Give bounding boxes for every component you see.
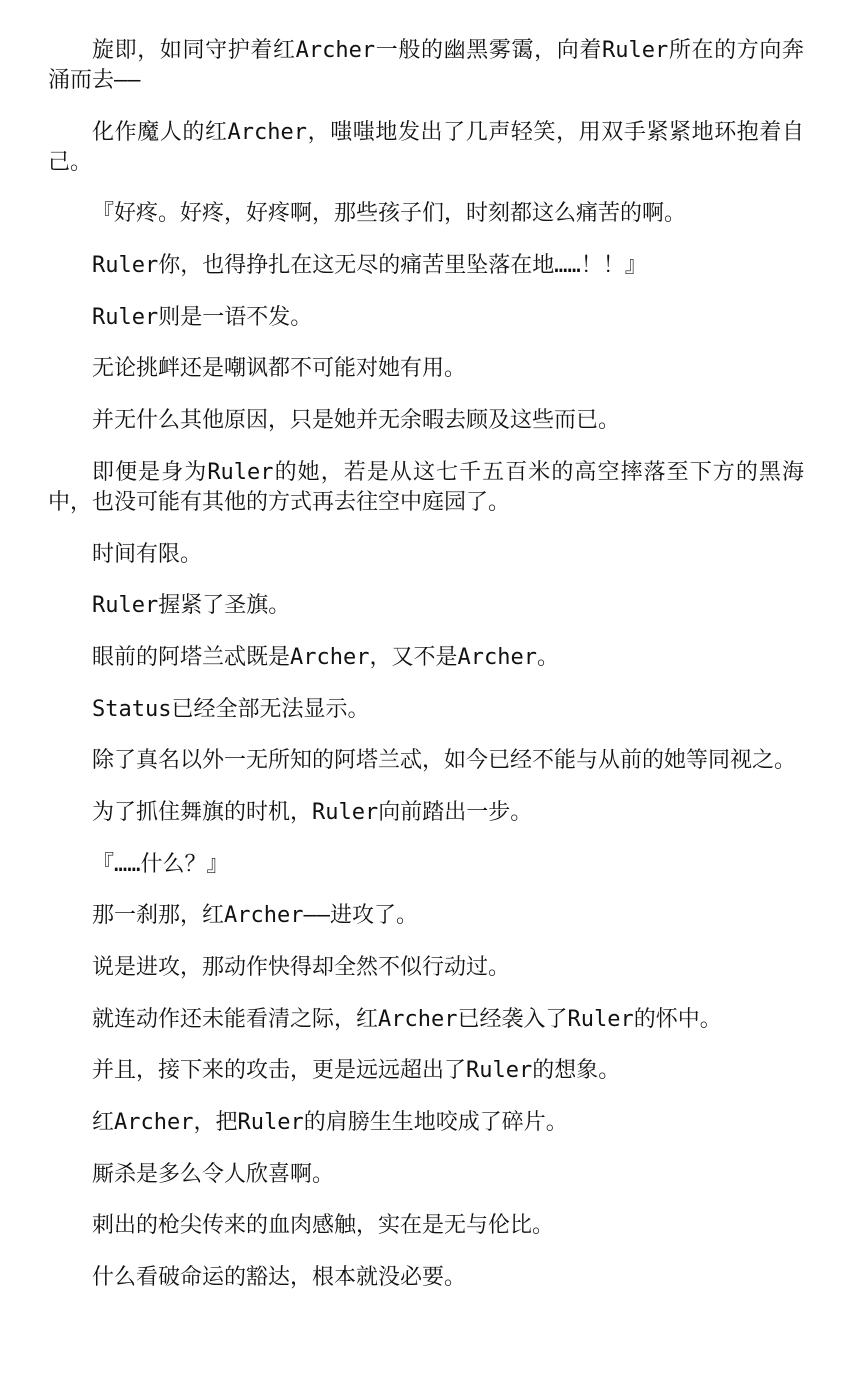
paragraph: 并无什么其他原因，只是她并无余暇去顾及这些而已。	[92, 408, 621, 434]
paragraph: 即便是身为Ruler的她，若是从这七千五百米的高空摔落至下方的黑海中，也没可能有其他的方式再去往空中庭园了。	[48, 459, 804, 515]
paragraph: 『好疼。好疼，好疼啊，那些孩子们，时刻都这么痛苦的啊。	[92, 201, 687, 227]
paragraph: 那一刹那，红Archer——进攻了。	[92, 903, 418, 929]
paragraph: 旋即，如同守护着红Archer一般的幽黑雾霭，向着Ruler所在的方向奔涌而去——	[48, 38, 804, 93]
paragraph: 时间有限。	[92, 541, 203, 567]
paragraph: 无论挑衅还是嘲讽都不可能对她有用。	[92, 356, 467, 382]
paragraph: 刺出的枪尖传来的血肉感触，实在是无与伦比。	[92, 1213, 555, 1239]
paragraph: 眼前的阿塔兰忒既是Archer，又不是Archer。	[92, 644, 559, 670]
paragraph: 为了抓住舞旗的时机，Ruler向前踏出一步。	[92, 799, 533, 825]
paragraph: 什么看破命运的豁达，根本就没必要。	[92, 1265, 467, 1291]
document-page	[48, 36, 804, 1315]
paragraph: Status已经全部无法显示。	[92, 696, 370, 722]
paragraph: Ruler则是一语不发。	[92, 304, 313, 330]
paragraph: 厮杀是多么令人欣喜啊。	[92, 1161, 335, 1187]
paragraph: 红Archer，把Ruler的肩膀生生地咬成了碎片。	[92, 1110, 568, 1136]
paragraph: 『……什么？』	[92, 851, 229, 877]
paragraph: Ruler握紧了圣旗。	[92, 593, 291, 619]
paragraph: 就连动作还未能看清之际，红Archer已经袭入了Ruler的怀中。	[92, 1006, 722, 1032]
paragraph: 除了真名以外一无所知的阿塔兰忒，如今已经不能与从前的她等同视之。	[92, 748, 797, 774]
paragraph: Ruler你，也得挣扎在这无尽的痛苦里坠落在地……！！』	[92, 253, 647, 279]
paragraph: 化作魔人的红Archer，嗤嗤地发出了几声轻笑，用双手紧紧地环抱着自己。	[48, 119, 804, 175]
paragraph: 并且，接下来的攻击，更是远远超出了Ruler的想象。	[92, 1058, 621, 1084]
paragraph: 说是进攻，那动作快得却全然不似行动过。	[92, 955, 511, 980]
